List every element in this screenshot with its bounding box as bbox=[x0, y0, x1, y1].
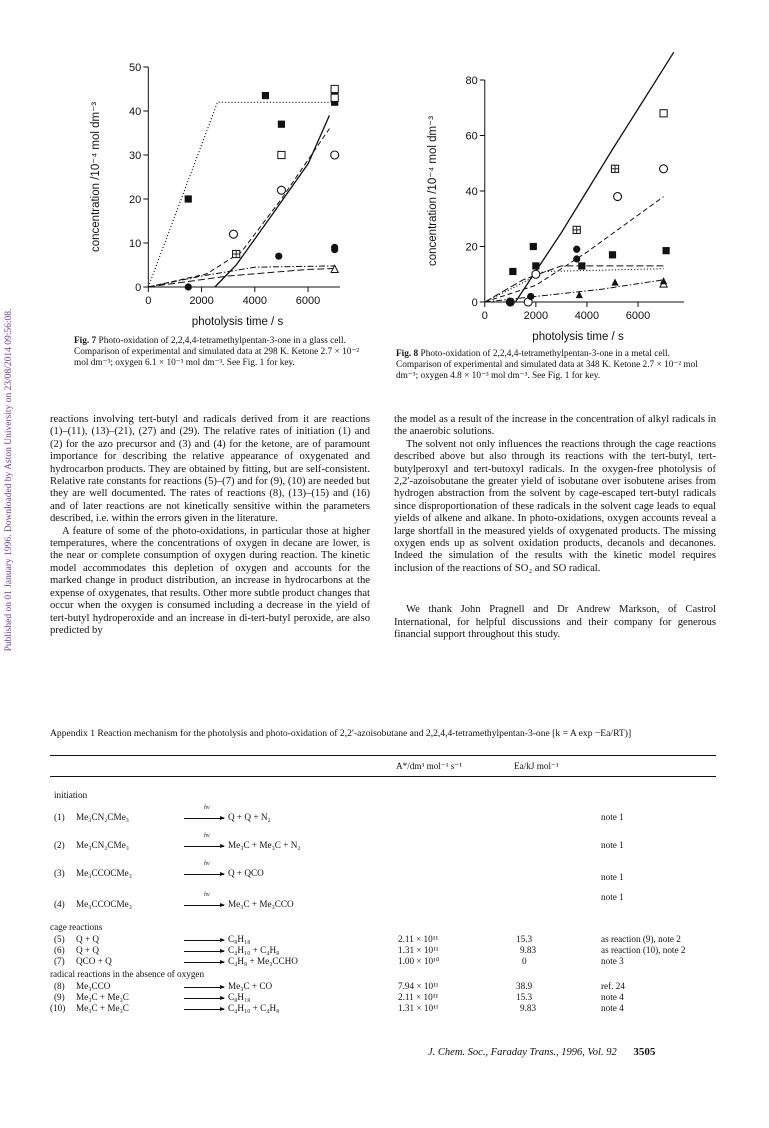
fig8-x-tick-label: 4000 bbox=[574, 310, 600, 322]
rxn6-reactant: Q + Q bbox=[76, 945, 100, 955]
reaction-arrow bbox=[184, 951, 224, 952]
rxn7-reactant: QCO + Q bbox=[76, 956, 112, 966]
section-radical: radical reactions in the absence of oxygen bbox=[50, 969, 205, 979]
fig7-y-tick-label: 0 bbox=[135, 282, 142, 294]
rxn9-note: note 4 bbox=[601, 992, 624, 1002]
fig8-x-tick-label: 2000 bbox=[523, 310, 549, 322]
reaction-arrow bbox=[184, 1009, 224, 1010]
fig7-caption-label: Fig. 7 bbox=[74, 336, 97, 346]
rxn9-num: (9) bbox=[54, 992, 65, 1002]
fig7-y-tick-label: 20 bbox=[129, 194, 142, 206]
rxn3-product: Q + QCO bbox=[228, 868, 264, 878]
reaction-arrow bbox=[184, 846, 224, 847]
rxn5-Ea: 15.3 bbox=[516, 934, 533, 944]
fig7-x-tick-label: 0 bbox=[145, 295, 152, 307]
right-paragraph-1: the model as a result of the increase in the concentration of alkyl radicals in the anaerobic solutions. bbox=[394, 414, 716, 438]
reaction-arrow bbox=[184, 998, 224, 999]
rxn7-note: note 3 bbox=[601, 956, 624, 966]
reaction-arrow bbox=[184, 987, 224, 988]
rxn1-note: note 1 bbox=[601, 812, 624, 822]
rxn2-product: Me₃C + Me₃C + N₂ bbox=[228, 840, 301, 850]
right-paragraph-2: The solvent not only influences the reactions through the cage reactions described above but also through its reactions with the tert-butyl, tert-butylperoxyl and tert-butoxyl radicals. In the oxygen-free photolysis of 2,2′-azoisobutane the greater yield of isobutane over isobutene arises from hydrogen abstraction from the solvent by cage-escaped tert-butyl radicals since disproportionation of these radicals in the solvent cage leads to equal yields of alkene and alkane. In photo-oxidations, oxygen accounts reveal a large shortfall in the measured yields of oxygenated products. The missing oxygen ends up as solvent oxidation products, decanols and decanones. Indeed the simulation of the results with the kinetic model requires inclusion of the reactions of SO₂ and SO radical. bbox=[394, 438, 716, 574]
rxn6-product: C₄H₁₀ + C₄H₈ bbox=[228, 945, 280, 955]
reaction-arrow bbox=[184, 874, 224, 875]
rxn10-reactant: Me₃C + Me₃C bbox=[76, 1003, 129, 1013]
fig8-y-tick-label: 20 bbox=[465, 241, 478, 254]
fig8-y-tick-label: 0 bbox=[471, 297, 478, 309]
rxn1-product: Q + Q + N₂ bbox=[228, 812, 271, 822]
fig7-y-tick-label: 40 bbox=[129, 106, 142, 118]
rxn8-note: ref. 24 bbox=[601, 981, 625, 991]
page-number: 3505 bbox=[633, 1046, 656, 1058]
hv-label: hν bbox=[204, 861, 210, 867]
rxn6-note: as reaction (10), note 2 bbox=[601, 945, 686, 955]
fig7-x-tick-label: 2000 bbox=[189, 295, 214, 307]
journal-citation: J. Chem. Soc., Faraday Trans., 1996, Vol. 92 bbox=[428, 1047, 617, 1058]
rxn1-num: (1) bbox=[54, 812, 65, 822]
section-cage: cage reactions bbox=[50, 922, 103, 932]
rxn6-Ea: 9.83 bbox=[520, 945, 537, 955]
rxn6-A: 1.31 × 10¹¹ bbox=[398, 945, 439, 955]
fig8-x-tick-label: 0 bbox=[481, 310, 488, 322]
rxn4-product: Me₃C + Me₃CCO bbox=[228, 899, 294, 909]
rxn9-Ea: 15.3 bbox=[516, 992, 533, 1002]
hv-label: hν bbox=[204, 892, 210, 898]
appendix-title: Appendix 1 Reaction mechanism for the photolysis and photo-oxidation of 2,2′-azoisobutane and 2,2,4,4-tetramethylpentan-3-one [k = A exp −Ea/RT)] bbox=[50, 728, 632, 739]
reaction-arrow bbox=[184, 962, 224, 963]
left-paragraph-2: A feature of some of the photo-oxidations, in particular those at higher temperatures, where the concentrations of oxygen in decane are lower, is the near or complete consumption of oxygen during reaction. The kinetic model accommodates this depletion of oxygen and accounts for the marked change in product distribution, an increase in hydrocarbons at the expense of oxygenates, that results. Other more subtle product changes that occur when the oxygen is consumed including a decrease in the yield of tert-butyl hydroperoxide and an increase in di-tert-butyl peroxide, are also predicted by bbox=[50, 525, 370, 636]
fig8-caption-text: Photo-oxidation of 2,2,4,4-tetramethylpentan-3-one in a metal cell. Comparison of experimental and simulated data at 348 K. Ketone 2.7 × 10⁻² mol dm⁻³; oxygen 4.8 × 10⁻³ mol dm⁻³. See Fig. 1 for key. bbox=[396, 349, 698, 381]
rxn8-Ea: 38.9 bbox=[516, 981, 533, 991]
fig8-y-tick-label: 40 bbox=[465, 186, 478, 198]
rxn6-num: (6) bbox=[54, 945, 65, 955]
fig8-y-tick-label: 60 bbox=[465, 130, 478, 143]
hv-label: hν bbox=[204, 833, 210, 839]
rxn5-num: (5) bbox=[54, 934, 65, 944]
header-Ea: Ea/kJ mol⁻¹ bbox=[514, 761, 559, 771]
rxn1-reactant: Me₃CN₂CMe₃ bbox=[76, 812, 129, 822]
rxn10-num: (10) bbox=[50, 1003, 66, 1013]
rxn7-A: 1.00 × 10¹⁰ bbox=[398, 956, 440, 966]
fig7-y-tick-label: 30 bbox=[129, 150, 142, 162]
reaction-arrow bbox=[184, 818, 224, 819]
rxn10-product: C₄H₁₀ + C₄H₈ bbox=[228, 1003, 280, 1013]
fig8-caption-label: Fig. 8 bbox=[396, 349, 419, 359]
rxn5-reactant: Q + Q bbox=[76, 934, 100, 944]
rxn9-A: 2.11 × 10¹¹ bbox=[398, 992, 439, 1002]
reaction-arrow bbox=[184, 905, 224, 906]
fig7-x-tick-label: 6000 bbox=[295, 295, 321, 307]
hv-label: hν bbox=[204, 805, 210, 811]
fig7-x-axis-label: photolysis time / s bbox=[191, 316, 284, 328]
rxn3-num: (3) bbox=[54, 868, 65, 878]
rxn5-note: as reaction (9), note 2 bbox=[601, 934, 681, 944]
rxn7-Ea: 0 bbox=[522, 956, 527, 966]
rxn2-note: note 1 bbox=[601, 840, 624, 850]
fig7-y-axis-label: concentration /10⁻⁴ mol dm⁻³ bbox=[90, 101, 102, 253]
rxn10-note: note 4 bbox=[601, 1003, 624, 1013]
rxn10-Ea: 9.83 bbox=[520, 1003, 537, 1013]
rxn2-num: (2) bbox=[54, 840, 65, 850]
header-A: A*/dm³ mol⁻¹ s⁻¹ bbox=[396, 761, 462, 771]
rxn8-product: Me₃C + CO bbox=[228, 981, 273, 991]
rxn7-num: (7) bbox=[54, 956, 65, 966]
rxn9-product: C₈H₁₈ bbox=[228, 992, 251, 1002]
rxn8-A: 7.94 × 10¹¹ bbox=[398, 981, 439, 991]
rxn8-num: (8) bbox=[54, 981, 65, 991]
rxn3-note: note 1 bbox=[601, 872, 624, 882]
rxn4-num: (4) bbox=[54, 899, 65, 909]
fig7-x-tick-label: 4000 bbox=[242, 295, 268, 307]
fig7-y-tick-label: 10 bbox=[129, 238, 142, 250]
rxn9-reactant: Me₃C + Me₃C bbox=[76, 992, 129, 1002]
rxn5-product: C₈H₁₈ bbox=[228, 934, 251, 944]
rxn8-reactant: Me₃CCO bbox=[76, 981, 111, 991]
fig7-y-tick-label: 50 bbox=[129, 62, 142, 74]
fig8-y-axis-label: concentration /10⁻⁴ mol dm⁻³ bbox=[427, 115, 439, 267]
acknowledgement: We thank John Pragnell and Dr Andrew Markson, of Castrol International, for helpful discussions and their company for generous financial support throughout this study. bbox=[394, 604, 716, 641]
rxn2-reactant: Me₃CN₂CMe₃ bbox=[76, 840, 129, 850]
fig8-x-tick-label: 6000 bbox=[625, 310, 651, 322]
download-watermark-text: Published on 01 January 1996. Downloaded by Aston University on 23/08/2014 09:56:08. bbox=[4, 308, 14, 652]
fig8-y-tick-label: 80 bbox=[465, 75, 478, 87]
rxn10-A: 1.31 × 10¹¹ bbox=[398, 1003, 439, 1013]
page-footer bbox=[428, 1046, 655, 1058]
rxn7-product: C₄H₈ + Me₃CCHO bbox=[228, 956, 298, 966]
rxn4-reactant: Me₃CCOCMe₃ bbox=[76, 899, 132, 909]
section-initiation: initiation bbox=[54, 790, 88, 800]
reaction-arrow bbox=[184, 940, 224, 941]
left-paragraph-1: reactions involving tert-butyl and radicals derived from it are reactions (1)–(11), (13)–(21), (27) and (29). The relative rates of initiation (1) and (2) for the azo precursor and (3) and (4) for the ketone, are of paramount importance for describing the relative appearance of oxygenated and hydrocarbon products. They are obtained by fitting, but are self-consistent. Relative rate constants for reactions (5)–(7) and for (9), (10) are needed but they are well documented. The rates of reactions (8), (13)–(15) and (16) and of later reactions are not kinetically sensitive within the parameters described, i.e. within the errors given in the literature. bbox=[50, 414, 370, 525]
rxn3-reactant: Me₃CCOCMe₃ bbox=[76, 868, 132, 878]
fig8-x-axis-label: photolysis time / s bbox=[532, 331, 624, 343]
rxn4-note: note 1 bbox=[601, 892, 624, 902]
rxn5-A: 2.11 × 10¹¹ bbox=[398, 934, 439, 944]
fig7-caption-text: Photo-oxidation of 2,2,4,4-tetramethylpentan-3-one in a glass cell. Comparison of experimental and simulated data at 298 K. Ketone 2.7 × 10⁻² mol dm⁻³; oxygen 6.1 × 10⁻³ mol dm⁻³. See Fig. 1 for key. bbox=[74, 336, 360, 368]
